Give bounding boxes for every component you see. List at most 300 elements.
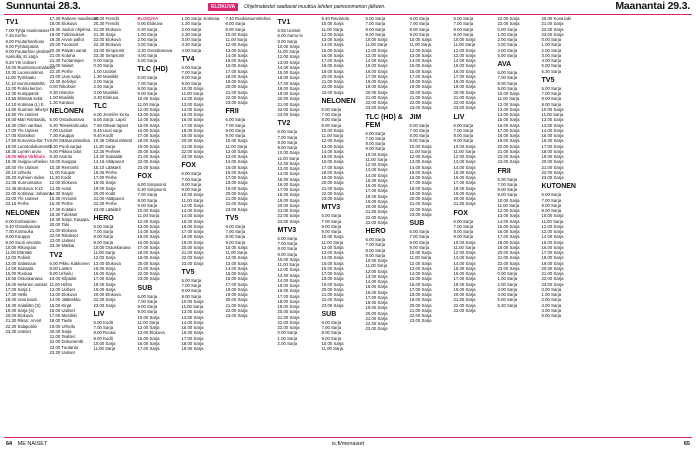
program-listing: 11.00 Sarja bbox=[225, 37, 248, 42]
program-listing: 7.00 Sarja bbox=[181, 70, 202, 75]
magazine-name: ME NAISET bbox=[17, 441, 48, 447]
program-listing: 9.00 Sarja bbox=[541, 208, 562, 213]
program-listing: 21.00 Sarja bbox=[277, 101, 300, 107]
program-listing: 21.00 Elokuva bbox=[49, 227, 77, 233]
program-listing: 10.00 Sarja bbox=[497, 91, 520, 96]
program-listing: 10.00 Sarja bbox=[321, 21, 344, 27]
program-listing: 11.00 Sarja bbox=[365, 156, 388, 162]
program-listing: 11.00 Sarja bbox=[321, 133, 344, 138]
program-listing: 16.00 Sarja bbox=[321, 52, 344, 58]
program-listing: 8.00 Sarja bbox=[497, 187, 518, 192]
channel-heading: FOX bbox=[181, 162, 196, 170]
program-listing: 10.00 Sarja bbox=[453, 37, 476, 42]
program-listing: 19.00 Sarja bbox=[321, 281, 344, 287]
program-listing: 22.30 Elokuva bbox=[93, 42, 121, 48]
program-listing: 13.00 Sarja bbox=[181, 101, 204, 107]
program-listing: 15.00 Sarja bbox=[181, 325, 204, 330]
program-listing: 8.00 Lasten bbox=[49, 265, 72, 271]
program-listing: 14.00 Sarja bbox=[277, 277, 300, 283]
program-listing: 17.00 Sarja bbox=[497, 127, 520, 133]
program-listing: 2.00 Sarja bbox=[93, 79, 114, 84]
program-listing: 11.00 Sarja bbox=[181, 304, 204, 309]
program-listing: 20.30 Frendit bbox=[93, 21, 119, 27]
channel-heading: MTV3 bbox=[277, 226, 297, 234]
program-listing: 16.00 Sarja bbox=[277, 288, 300, 294]
program-listing: 12.00 Elokuva bbox=[49, 180, 77, 186]
program-listing: 13.00 Salaisuus bbox=[5, 260, 37, 266]
program-listing: 9.00 Sarja bbox=[137, 202, 158, 208]
program-listing: 7.00 Sarja bbox=[409, 21, 430, 27]
program-listing: 23.15 Perhe bbox=[5, 201, 29, 207]
program-listing: 12.00 Sarja bbox=[321, 31, 344, 37]
program-listing: 14.00 Sarja bbox=[365, 279, 388, 284]
program-listing: 6.00 Sarja bbox=[277, 129, 298, 135]
program-listing: 23.30 Uutiset bbox=[5, 328, 31, 334]
program-listing: 1.30 Sarja bbox=[181, 21, 202, 27]
program-listing: 11.00 Sarja bbox=[409, 255, 432, 261]
program-listing: 18.00 Sarja bbox=[137, 138, 160, 144]
program-listing: 0.00 Elokuva bbox=[137, 21, 163, 27]
program-listing: 16.00 Sarja bbox=[225, 169, 248, 175]
program-listing: 12.00 Uutiset bbox=[49, 286, 75, 292]
program-listing: 9.00 Sarja bbox=[321, 335, 342, 341]
program-listing: 18.00 Sarja bbox=[277, 85, 300, 91]
program-listing: 7.00 Sarja bbox=[409, 234, 430, 240]
program-listing: 3.00 Sarja bbox=[541, 302, 562, 308]
program-listing: 8.00 Sarja bbox=[225, 127, 246, 133]
program-listing: 9.00 Sarja bbox=[225, 239, 246, 245]
program-listing: 14.00 Sarja bbox=[541, 234, 564, 240]
program-listing: 17.00 Yle Uutiset bbox=[5, 127, 39, 133]
program-listing: 20.00 Sarja bbox=[541, 159, 564, 165]
program-listing: 13.00 Elokuva bbox=[93, 260, 121, 266]
channel-heading: LIV bbox=[93, 310, 105, 318]
program-listing: 13.20 Sairaalat bbox=[93, 154, 123, 159]
program-listing: 14.00 Sairaala bbox=[5, 265, 34, 271]
program-listing: 14.00 Sarja bbox=[453, 164, 476, 170]
program-listing: 8.00 Sarja bbox=[277, 246, 298, 252]
program-listing: 10.00 Sarja bbox=[277, 43, 300, 49]
program-listing: 9.00 Sarja bbox=[409, 138, 430, 144]
program-listing: 8.00 Sarja bbox=[497, 80, 518, 86]
program-listing: 15.50 Yle Uutiset bbox=[5, 112, 39, 117]
program-listing: 9.00 Kodit bbox=[93, 335, 113, 341]
program-listing: 11.00 Sarja bbox=[409, 148, 432, 154]
program-listing: 20.20 Kylmien öiden bbox=[5, 175, 45, 180]
program-listing: 13.00 Sarja bbox=[365, 52, 388, 58]
program-listing: 19.30 Arvon pallot bbox=[49, 37, 84, 42]
program-listing: 9.00 Sarja bbox=[365, 252, 386, 258]
program-listing: 21.00 Hääpuvut bbox=[93, 196, 124, 201]
program-listing: 13.00 Sarja bbox=[277, 272, 300, 278]
program-listing: 17.00 Sarja bbox=[409, 73, 432, 79]
program-listing: 19.00 Sarja bbox=[181, 133, 204, 138]
program-listing: 6.00 Pikku Kakkonen bbox=[49, 260, 90, 266]
program-listing: 22.00 Sarja bbox=[453, 100, 476, 105]
program-listing: 22.00 Sarja bbox=[365, 100, 388, 105]
program-listing: 23.00 Sarja bbox=[181, 154, 204, 159]
program-listing: 18.00 Sarja bbox=[225, 286, 248, 292]
program-listing: 15.00 Sarja bbox=[365, 284, 388, 290]
program-listing: 18.00 Sarja bbox=[541, 255, 564, 261]
program-listing: 17.00 Sarja bbox=[181, 335, 204, 341]
movie-listing: 19.00 Mika Virkkula bbox=[5, 154, 45, 159]
header-divider bbox=[4, 14, 692, 15]
program-listing: 21.05 Sunnuntaina bbox=[5, 180, 42, 186]
program-listing: 10.00 Sarja bbox=[277, 256, 300, 262]
program-listing: 1.00 Sarja bbox=[497, 31, 518, 37]
program-listing: 5.00 Sarja bbox=[137, 58, 158, 63]
program-listing: 9.00 Sarja bbox=[277, 251, 298, 257]
program-listing: 10.00 Ruotsinsuomalaiset bbox=[5, 64, 55, 70]
program-listing: 9.00 Sarja bbox=[225, 133, 246, 138]
program-listing: 19.00 Urheilu bbox=[49, 323, 76, 329]
program-listing: 12.00 Sarja bbox=[321, 244, 344, 250]
program-listing: 22.00 Sarja bbox=[277, 213, 300, 219]
program-listing: 6.00 Sarja bbox=[453, 218, 474, 224]
program-listing: 12.00 Sarja bbox=[365, 47, 388, 53]
program-listing: 3.30 Ostoskanava bbox=[137, 47, 173, 53]
listing-column bbox=[4, 16, 55, 436]
program-listing: 16.00 Sarja bbox=[453, 68, 476, 74]
program-listing: 22.30 Perhe bbox=[49, 68, 73, 74]
program-listing: 6.00 Sarja bbox=[277, 235, 298, 241]
program-listing: 7.00 Sarja bbox=[453, 127, 474, 133]
channel-heading: TV2 bbox=[49, 251, 63, 259]
program-listing: 22.00 Sarja bbox=[181, 148, 204, 154]
program-listing: 21.30 Tuotantojen bbox=[49, 58, 84, 63]
program-listing: 8.00 Puutarhanhoito bbox=[5, 38, 45, 44]
program-listing: 18.00 Sarja bbox=[453, 185, 476, 191]
channel-heading: FRII bbox=[225, 108, 239, 116]
listing-column bbox=[540, 16, 584, 436]
program-listing: 19.00 Sarja bbox=[225, 292, 248, 297]
program-listing: 23.30 Simpsonit bbox=[93, 52, 125, 58]
program-listing: 6.00 Sarja bbox=[321, 213, 342, 219]
program-listing: Aamulla; Ei sarja bbox=[5, 54, 38, 60]
listing-columns bbox=[4, 16, 692, 436]
program-listing: 2.00 Sarja bbox=[277, 340, 298, 346]
program-listing: 11.00 Sarja bbox=[225, 143, 248, 149]
program-listing: 18.00 Uusi kausi bbox=[5, 297, 38, 303]
program-listing: 6.55 Sarja: Lapsi bbox=[93, 117, 126, 123]
program-listing: 2.00 Sarja bbox=[497, 281, 518, 287]
program-listing: 4.00 Sarja bbox=[137, 52, 158, 58]
program-listing: 18.00 Sarja bbox=[277, 192, 300, 198]
program-listing: 11.00 Työnlaatu bbox=[5, 75, 36, 81]
program-listing: 18.00 Sarja bbox=[93, 281, 116, 287]
program-listing: 16.30 Olen vanhaa bbox=[5, 122, 42, 128]
program-listing: 6.00 Sarja bbox=[409, 16, 430, 21]
program-listing: 6.00 Sarja bbox=[365, 16, 386, 21]
program-listing: 6.00 Sarja bbox=[181, 64, 202, 70]
program-listing: 13.00 Sarja bbox=[321, 250, 344, 255]
program-listing: 21.00 Sarja bbox=[409, 201, 432, 207]
program-listing: 6.00 Sarja bbox=[409, 229, 430, 234]
channel-heading: KUTONEN bbox=[541, 183, 576, 191]
program-listing: 15.10 Lääkärit bbox=[93, 164, 121, 170]
program-listing: 20.00 Sarja bbox=[277, 309, 300, 315]
program-listing: 12.00 Sarja bbox=[225, 42, 248, 48]
program-listing: 8.00 Sarja bbox=[409, 239, 430, 245]
program-listing: 17.00 Sarja bbox=[321, 58, 344, 63]
program-listing: 12.00 Sarja bbox=[181, 202, 204, 208]
program-listing: 7.40 Ruokasuunnitelma bbox=[225, 16, 271, 21]
program-listing: 18.00 Sarja bbox=[321, 276, 344, 282]
program-listing: 17.00 Sarja bbox=[453, 180, 476, 186]
program-listing: 19.00 Sarja bbox=[225, 185, 248, 191]
listing-column bbox=[452, 16, 496, 436]
program-listing: 18.00 Sarja bbox=[225, 180, 248, 186]
program-listing: 15.00 Sarja bbox=[321, 47, 344, 53]
program-listing: 0.00 Sarja bbox=[497, 26, 518, 32]
program-listing: 11.00 Sarja bbox=[541, 218, 564, 224]
program-listing: 16.00 Sarja bbox=[277, 75, 300, 81]
program-listing: 20.00 Kodit bbox=[93, 190, 116, 196]
program-listing: 14.00 Sarja bbox=[321, 255, 344, 261]
program-listing: 15.00 Sarja bbox=[277, 283, 300, 288]
program-listing: 2.00 Sarja bbox=[497, 37, 518, 42]
program-listing: 8.00 Sarja bbox=[225, 234, 246, 240]
program-listing: 17.00 Sarja bbox=[321, 164, 344, 170]
program-listing: 8.00 Sarja bbox=[181, 75, 202, 81]
program-listing: 20.00 Sarja bbox=[225, 297, 248, 303]
program-listing: 9.00 Sarja bbox=[277, 38, 298, 44]
program-listing: 20.00 Sarja bbox=[225, 84, 248, 90]
program-listing: 23.00 Sarja bbox=[453, 307, 476, 313]
program-listing: 23.00 Lääkärit bbox=[93, 206, 121, 212]
program-listing: 7.00 Sarja bbox=[321, 218, 342, 224]
program-listing: 7.00 Sarja bbox=[365, 21, 386, 27]
program-listing: 8.00 Sarja bbox=[137, 85, 158, 91]
program-listing: 1.00 Sarja bbox=[541, 42, 562, 48]
program-listing: 20.00 Sarja bbox=[321, 180, 344, 186]
program-listing: 22.00 Sarja bbox=[181, 255, 204, 261]
program-listing: 6.00 Sarja bbox=[225, 223, 246, 229]
program-listing: 13.00 Sarja bbox=[321, 37, 344, 42]
program-listing: 21.00 Teatteri bbox=[49, 334, 76, 339]
program-listing: 8.00 Sääsuunnitelma bbox=[49, 138, 90, 144]
program-listing: 21.00 Sarja bbox=[137, 265, 160, 271]
program-listing: 20.00 Sarja bbox=[365, 89, 388, 95]
program-listing: 22.00 Sarja bbox=[321, 84, 344, 90]
program-listing: 7.00 Sarja bbox=[93, 325, 114, 330]
program-listing: 15.00 Sarja bbox=[137, 234, 160, 240]
program-listing: 10.00 Sarja bbox=[181, 85, 204, 91]
program-listing: 11.00 Sarja bbox=[93, 346, 116, 351]
program-listing: 3.00 Sarja bbox=[181, 37, 202, 42]
program-listing: 2.30 Sarja bbox=[181, 31, 202, 37]
program-listing: 6.00 Sarja bbox=[321, 106, 342, 112]
program-listing: 7.00 Sarja bbox=[365, 135, 386, 141]
program-listing: 7.00 Sarja bbox=[453, 223, 474, 229]
program-listing: 4.00 Sarja bbox=[497, 47, 518, 53]
program-listing: 15.00 Sarja bbox=[321, 260, 344, 266]
program-listing: 11.00 Sarja bbox=[181, 197, 204, 203]
channel-heading: SUB bbox=[409, 220, 425, 227]
program-listing: 22.00 Sarja bbox=[321, 297, 344, 303]
program-listing: 8.00 Sarja bbox=[225, 21, 246, 27]
program-listing: 2.00 Sarja bbox=[137, 37, 158, 42]
program-listing: 21.00 Kotona bbox=[49, 52, 76, 58]
program-listing: 20.00 Sarja bbox=[277, 96, 300, 102]
program-listing: 23.00 Sarja bbox=[137, 164, 160, 170]
program-listing: 3.00 Musiikki bbox=[93, 89, 119, 95]
program-listing: 21.00 Sarja bbox=[137, 154, 160, 159]
program-listing: 14.00 Sarja bbox=[497, 218, 520, 224]
program-listing: 12.00 Poliisit bbox=[5, 255, 30, 261]
program-listing: 15.55 Ostoskanava bbox=[5, 276, 43, 282]
program-listing: 23.00 Sarja bbox=[137, 276, 160, 282]
program-listing: 14.00 Sarja bbox=[181, 106, 204, 112]
program-listing: 15.00 Sarja bbox=[541, 133, 564, 138]
program-listing: 23.00 Uutiset bbox=[49, 238, 75, 243]
program-listing: 17.00 Sarja bbox=[277, 187, 300, 192]
program-listing: 12.00 Sarja bbox=[497, 208, 520, 213]
program-listing: 18.00 Sarja bbox=[93, 180, 116, 186]
program-listing: 14.00 Sarja bbox=[497, 112, 520, 117]
program-listing: 11.00 Sarja bbox=[137, 319, 160, 325]
program-listing: 22.00 Sarja bbox=[277, 106, 300, 112]
program-listing: 14.00 Sarja bbox=[409, 58, 432, 63]
program-listing: 15.00 Sarja bbox=[321, 154, 344, 159]
program-listing: 6.40 Ostoskanava bbox=[5, 223, 41, 229]
program-listing: 21.00 Sarja bbox=[277, 314, 300, 320]
program-listing: 11.30 Kodit bbox=[49, 175, 71, 180]
program-listing: 16.00 Sarja bbox=[409, 175, 432, 180]
channel-heading: FOX bbox=[453, 209, 468, 217]
program-listing: 23.00 Sarja bbox=[277, 325, 300, 330]
program-listing: 5.00 Sarja bbox=[497, 52, 518, 58]
program-listing: 7.00 Sarja bbox=[541, 197, 562, 203]
program-listing: 15.00 Sarja bbox=[365, 177, 388, 183]
page-header bbox=[0, 0, 696, 13]
program-listing: 12.55 Elämää sekä bbox=[5, 96, 43, 102]
channel-heading: LIV bbox=[453, 113, 465, 121]
program-listing: 18.00 Sarja bbox=[453, 281, 476, 287]
program-listing: 9.00 Sarja bbox=[321, 122, 342, 128]
program-listing: 17.50 Euroviisu-ilta: Tv bbox=[5, 138, 50, 144]
channel-heading: TLC (HD) bbox=[137, 66, 168, 74]
program-listing: 19.00 Sarja bbox=[497, 138, 520, 144]
program-listing: 11.00 Sarja bbox=[137, 101, 160, 107]
program-listing: 16.00 Sarja bbox=[321, 265, 344, 271]
program-listing: 11.00 Sarja bbox=[137, 213, 160, 219]
program-listing: 12.25 Perheet bbox=[93, 148, 121, 154]
program-listing: 22.00 Sarja bbox=[93, 297, 116, 303]
program-listing: 21.00 Elokuva bbox=[93, 26, 121, 32]
program-listing: 15.00 Sarja bbox=[409, 169, 432, 175]
program-listing: 10.00 Sarja bbox=[137, 208, 160, 213]
program-listing: 8.00 Sarja bbox=[181, 181, 202, 187]
program-listing: 13.00 Sarja bbox=[181, 314, 204, 320]
program-listing: 20.00 Elokuva bbox=[93, 292, 121, 297]
right-page-date: Maanantai 29.3. bbox=[615, 0, 690, 12]
program-listing: 12.00 Sarja bbox=[277, 267, 300, 273]
program-listing: 23.30 Uutiset bbox=[49, 349, 75, 355]
program-listing: 13.00 Sarja bbox=[497, 213, 520, 219]
movie-listing: ELOKUVA bbox=[137, 16, 159, 21]
program-listing: 21.00 Sarja bbox=[277, 208, 300, 213]
program-listing: 6.00 Sarja bbox=[321, 319, 342, 325]
program-listing: 11.00 Sarja bbox=[277, 49, 300, 54]
program-listing: 17.00 Musiikki bbox=[49, 313, 77, 318]
program-listing: 13.00 Sarja bbox=[225, 47, 248, 53]
program-listing: 17.30 Raiteen maailmaan bbox=[49, 16, 99, 21]
program-listing: 19.00 Sarja bbox=[137, 143, 160, 149]
program-listing: 17.00 Sarja bbox=[137, 346, 160, 351]
channel-heading: FOX bbox=[137, 172, 152, 180]
program-listing: 13.00 Sarja bbox=[137, 112, 160, 117]
program-listing: 22.00 Sarja bbox=[137, 159, 160, 165]
program-listing: 10.00 Sarja bbox=[541, 213, 564, 219]
program-listing: 10.30 Luonnonilmiö bbox=[5, 70, 44, 75]
program-listing: 16.00 Sarja bbox=[321, 159, 344, 165]
program-listing: 21.00 Sarja bbox=[321, 185, 344, 191]
program-listing: 13.00 Elokuva bbox=[137, 330, 165, 336]
program-listing: 13.30 Autot bbox=[49, 185, 72, 191]
program-listing: 19.00 Sarja bbox=[409, 190, 432, 196]
program-listing: 13.00 Sarja bbox=[365, 273, 388, 279]
program-listing: 16.00 Sarja bbox=[409, 68, 432, 74]
program-listing: 12.00 Sarja bbox=[409, 154, 432, 159]
program-listing: 14.00 Sarja bbox=[365, 58, 388, 63]
program-listing: 17.00 Sarja bbox=[541, 143, 564, 149]
program-listing: 11.00 Sarja bbox=[497, 202, 520, 208]
program-listing: 5.55 Uutiset bbox=[277, 28, 301, 33]
program-listing: 7.00 Sarja bbox=[541, 91, 562, 96]
program-listing: 17.00 Sarja bbox=[321, 271, 344, 276]
program-listing: 16.00 Sarja bbox=[137, 340, 160, 346]
program-listing: 6.00 Sarja bbox=[365, 130, 386, 136]
channel-heading: NELONEN bbox=[321, 97, 356, 105]
program-listing: 10.00 Sarja bbox=[365, 151, 388, 157]
program-listing: 13.00 Sarja bbox=[409, 265, 432, 271]
program-listing: 22.00 Sarja bbox=[541, 26, 564, 32]
program-listing: 11.00 Sarja bbox=[321, 239, 344, 245]
website-url: is.fi/menaiset bbox=[331, 441, 365, 447]
program-listing: 7.00 Sarja bbox=[497, 75, 518, 81]
program-listing: 8.00 Sarja bbox=[137, 304, 158, 309]
program-listing: 21.00 Sarja bbox=[181, 250, 204, 255]
program-listing: 16.00 Sarja bbox=[137, 239, 160, 245]
program-listing: 18.00 Sarja bbox=[365, 79, 388, 84]
program-listing: 23.00 Sarja bbox=[181, 260, 204, 266]
program-listing: 14.00 Sarja bbox=[225, 159, 248, 165]
program-listing: 6.00 Kodit bbox=[93, 319, 113, 325]
program-listing: 8.00 Ruoka bbox=[93, 330, 116, 336]
program-listing: 23.00 Sarja bbox=[93, 302, 116, 308]
program-listing: 23.00 Sarja bbox=[321, 302, 344, 308]
program-listing: 11.00 Sarja bbox=[225, 250, 248, 255]
program-listing: 12.00 Sarja bbox=[93, 255, 116, 261]
program-listing: 8.00 Sarja bbox=[453, 229, 474, 234]
program-listing: 23.00 Sarja bbox=[497, 265, 520, 271]
program-listing: 7.00 Sarja bbox=[137, 192, 158, 198]
program-listing: 19.00 Sarja bbox=[181, 239, 204, 245]
program-listing: 6.00 Sarja bbox=[453, 16, 474, 21]
channel-heading: FRII bbox=[497, 167, 511, 175]
program-listing: 19.00 Sarja bbox=[137, 255, 160, 261]
program-listing: 7.30 Kauppa bbox=[49, 133, 74, 138]
program-listing: 11.00 Elämää bbox=[5, 250, 32, 255]
program-listing: 7.00 Sarja bbox=[321, 112, 342, 117]
program-listing: 8.00 Sarja bbox=[321, 330, 342, 336]
program-listing: 13.00 Sarja bbox=[365, 167, 388, 173]
program-listing: 6.00 Sarja bbox=[497, 70, 518, 75]
program-listing: 22.00 Sarja bbox=[453, 302, 476, 308]
program-listing: 18.00 Tiede bbox=[49, 318, 72, 324]
